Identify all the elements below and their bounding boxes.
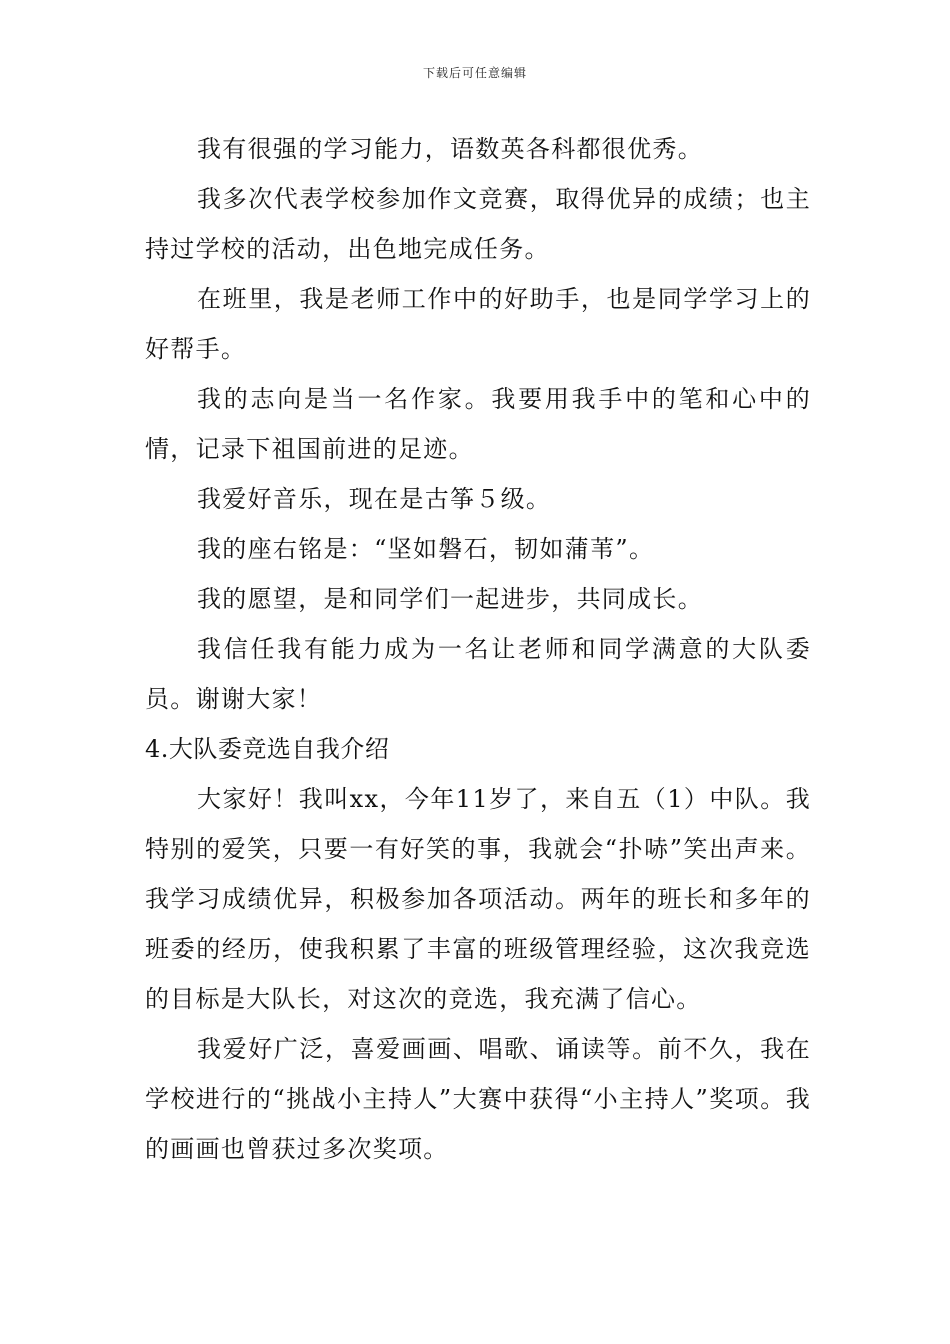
paragraph-wish: 我的愿望，是和同学们一起进步，共同成长。 <box>197 585 703 613</box>
paragraph-aspiration: 我的志向是当一名作家。我要用我手中的笔和心中的情，记录下祖国前进的足迹。 <box>145 385 811 463</box>
page-header-note: 下载后可任意编辑 <box>422 66 527 80</box>
paragraph-abilities: 我有很强的学习能力，语数英各科都很优秀。 <box>197 135 703 163</box>
paragraph-competitions: 我多次代表学校参加作文竞赛，取得优异的成绩；也主持过学校的活动，出色地完成任务。 <box>145 185 811 263</box>
paragraph-hobbies: 我爱好广泛，喜爱画画、唱歌、诵读等。前不久，我在学校进行的“挑战小主持人”大赛中获得“小主持人”奖项。我的画画也曾获过多次奖项。 <box>145 1035 811 1163</box>
paragraph-closing: 我信任我有能力成为一名让老师和同学满意的大队委员。谢谢大家！ <box>145 635 811 713</box>
section-heading: 4.大队委竞选自我介绍 <box>145 735 390 763</box>
document-body <box>145 124 811 1174</box>
paragraph-class-helper: 在班里，我是老师工作中的好助手，也是同学学习上的好帮手。 <box>145 285 811 363</box>
paragraph-introduction: 大家好！我叫xx，今年11岁了，来自五（1）中队。我特别的爱笑，只要一有好笑的事，我就会“扑哧”笑出声来。我学习成绩优异，积极参加各项活动。两年的班长和多年的班委的经历，使我积累了丰富的班级管理经验，这次我竞选的目标是大队长，对这次的竞选，我充满了信心。 <box>145 785 811 1013</box>
paragraph-motto: 我的座右铭是：“坚如磐石，韧如蒲苇”。 <box>197 535 655 563</box>
paragraph-music: 我爱好音乐，现在是古筝５级。 <box>197 485 552 513</box>
